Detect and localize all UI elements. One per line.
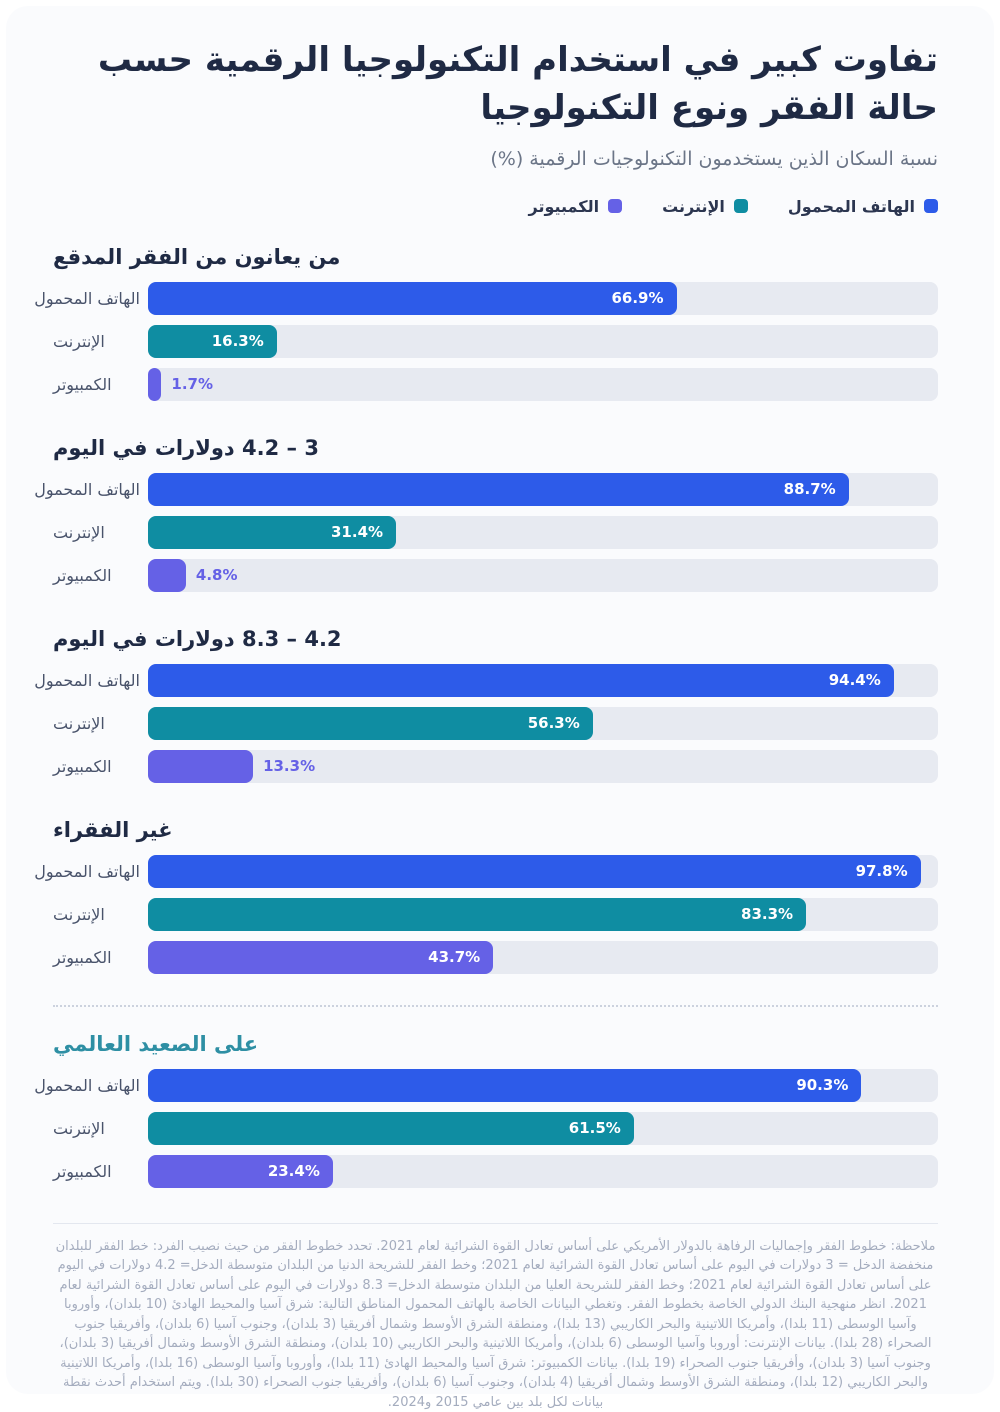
legend-swatch-icon: [608, 199, 622, 213]
bar-computer[interactable]: [148, 941, 493, 974]
bar-track: [148, 750, 938, 783]
row-label: الإنترنت: [53, 332, 140, 351]
bar-computer[interactable]: [148, 368, 161, 401]
row-label: الكمبيوتر: [53, 757, 140, 776]
bar-track: [148, 855, 938, 888]
bar-track: [148, 707, 938, 740]
bar-row: [53, 473, 938, 506]
bar-row: [53, 325, 938, 358]
bar-computer[interactable]: [148, 1155, 333, 1188]
legend-item-mobile-phone[interactable]: [788, 197, 938, 216]
bar-value: 90.3%: [796, 1069, 848, 1102]
bar-track: [148, 282, 938, 315]
bar-track: [148, 898, 938, 931]
group-title-non-poor: غير الفقراء: [53, 818, 938, 842]
bar-value: 13.3%: [263, 750, 315, 783]
bar-row: [53, 559, 938, 592]
bar-row: [53, 368, 938, 401]
legend-label: الهاتف المحمول: [788, 197, 915, 216]
bar-row: [53, 750, 938, 783]
legend-label: الكمبيوتر: [528, 197, 599, 216]
bar-internet[interactable]: [148, 898, 806, 931]
bar-track: [148, 559, 938, 592]
bar-row: [53, 898, 938, 931]
bar-value: 4.8%: [196, 559, 238, 592]
bar-value: 97.8%: [856, 855, 908, 888]
group-extreme-poverty: [53, 245, 938, 401]
row-label: الهاتف المحمول: [53, 480, 140, 499]
chart-card: [6, 6, 994, 1394]
bar-row: [53, 1155, 938, 1188]
row-label: الكمبيوتر: [53, 1162, 140, 1181]
bar-track: [148, 941, 938, 974]
chart-body: [53, 245, 938, 1188]
bar-value: 66.9%: [611, 282, 663, 315]
bar-track: [148, 325, 938, 358]
row-label: الكمبيوتر: [53, 948, 140, 967]
bar-track: [148, 473, 938, 506]
group-global: [53, 1032, 938, 1188]
page-subtitle: نسبة السكان الذين يستخدمون التكنولوجيات الرقمية (%): [53, 148, 938, 170]
bar-computer[interactable]: [148, 750, 253, 783]
legend-swatch-icon: [924, 199, 938, 213]
bar-track: [148, 664, 938, 697]
group-title-extreme-poverty: من يعانون من الفقر المدقع: [53, 245, 938, 269]
bar-mobile-phone[interactable]: [148, 282, 677, 315]
bar-row: [53, 282, 938, 315]
row-label: الكمبيوتر: [53, 375, 140, 394]
bar-row: [53, 1069, 938, 1102]
bar-internet[interactable]: [148, 707, 593, 740]
bar-track: [148, 516, 938, 549]
legend-item-computer[interactable]: [528, 197, 622, 216]
bar-track: [148, 368, 938, 401]
group-non-poor: [53, 818, 938, 974]
bar-track: [148, 1069, 938, 1102]
bar-value: 31.4%: [331, 516, 383, 549]
bar-mobile-phone[interactable]: [148, 1069, 861, 1102]
bar-internet[interactable]: [148, 325, 277, 358]
bar-computer[interactable]: [148, 559, 186, 592]
legend-item-internet[interactable]: [662, 197, 748, 216]
group-title-global: على الصعيد العالمي: [53, 1032, 938, 1056]
legend: [53, 197, 938, 216]
bar-value: 43.7%: [428, 941, 480, 974]
group-title-4.2-to-8.3-dollars: 4.2 – 8.3 دولارات في اليوم: [53, 627, 938, 651]
bar-value: 83.3%: [741, 898, 793, 931]
row-label: الإنترنت: [53, 523, 140, 542]
bar-mobile-phone[interactable]: [148, 473, 849, 506]
bar-track: [148, 1112, 938, 1145]
row-label: الهاتف المحمول: [53, 671, 140, 690]
legend-swatch-icon: [734, 199, 748, 213]
bar-value: 16.3%: [212, 325, 264, 358]
row-label: الإنترنت: [53, 1119, 140, 1138]
bar-internet[interactable]: [148, 1112, 634, 1145]
bar-mobile-phone[interactable]: [148, 855, 921, 888]
footnote: ملاحظة: خطوط الفقر وإجماليات الرفاهة بالدولار الأمريكي على أساس تعادل القوة الشرائية لعام 2021. تحدد خطوط الفقر من حيث نصيب الفرد: خط الفقر للبلدان منخفضة الدخل = 3 دولارات في اليوم على أساس تعادل القوة الشرائية لعام 2021؛ وخط الفقر للشريحة الدنيا من البلدان متوسطة الدخل= 4.2 دولارات في اليوم على أساس تعادل القوة الشرائية لعام 2021؛ وخط الفقر للشريحة العليا من البلدان متوسطة الدخل= 8.3 دولارات في اليوم على أساس تعادل القوة الشرائية لعام 2021. انظر منهجية البنك الدولي الخاصة بخطوط الفقر. وتغطي البيانات الخاصة بالهاتف المحمول المناطق التالية: شرق آسيا والمحيط الهادئ (10 بلدان)، وأوروبا وآسيا الوسطى (11 بلدا)، وأمريكا اللاتينية والبحر الكاريبي (13 بلدا)، ومنطقة الشرق الأوسط وشمال أفريقيا (3 بلدان)، وجنوب آسيا (6 بلدان)، وأفريقيا جنوب الصحراء (28 بلدا). بيانات الإنترنت: أوروبا وآسيا الوسطى (6 بلدان)، وأمريكا اللاتينية والبحر الكاريبي (10 بلدان)، ومنطقة الشرق الأوسط وشمال أفريقيا (3 بلدان)، وجنوب آسيا (3 بلدان)، وأفريقيا جنوب الصحراء (19 بلدا). بيانات الكمبيوتر: شرق آسيا والمحيط الهادئ (11 بلدا)، وأوروبا وآسيا الوسطى (16 بلدا)، وأمريكا اللاتينية والبحر الكاريبي (12 بلدا)، ومنطقة الشرق الأوسط وشمال أفريقيا (4 بلدان)، وجنوب آسيا (6 بلدان)، وأفريقيا جنوب الصحراء (30 بلدا). ويتم استخدام أحدث نقطة بيانات لكل بلد بين عامي 2015 و2024.: [53, 1223, 938, 1412]
bar-row: [53, 941, 938, 974]
bar-value: 88.7%: [784, 473, 836, 506]
bar-row: [53, 855, 938, 888]
bar-value: 61.5%: [569, 1112, 621, 1145]
legend-label: الإنترنت: [662, 197, 725, 216]
bar-value: 1.7%: [171, 368, 213, 401]
bar-internet[interactable]: [148, 516, 396, 549]
row-label: الكمبيوتر: [53, 566, 140, 585]
page-title: تفاوت كبير في استخدام التكنولوجيا الرقمية حسب حالة الفقر ونوع التكنولوجيا: [53, 36, 938, 133]
group-4.2-to-8.3-dollars: [53, 627, 938, 783]
bar-value: 56.3%: [528, 707, 580, 740]
group-3-to-4.2-dollars: [53, 436, 938, 592]
row-label: الهاتف المحمول: [53, 1076, 140, 1095]
bar-row: [53, 664, 938, 697]
row-label: الهاتف المحمول: [53, 289, 140, 308]
group-title-3-to-4.2-dollars: 3 – 4.2 دولارات في اليوم: [53, 436, 938, 460]
bar-mobile-phone[interactable]: [148, 664, 894, 697]
bar-row: [53, 516, 938, 549]
bar-value: 94.4%: [829, 664, 881, 697]
bar-value: 23.4%: [268, 1155, 320, 1188]
section-divider: [53, 1005, 938, 1007]
row-label: الهاتف المحمول: [53, 862, 140, 881]
bar-row: [53, 1112, 938, 1145]
row-label: الإنترنت: [53, 714, 140, 733]
row-label: الإنترنت: [53, 905, 140, 924]
bar-row: [53, 707, 938, 740]
bar-track: [148, 1155, 938, 1188]
